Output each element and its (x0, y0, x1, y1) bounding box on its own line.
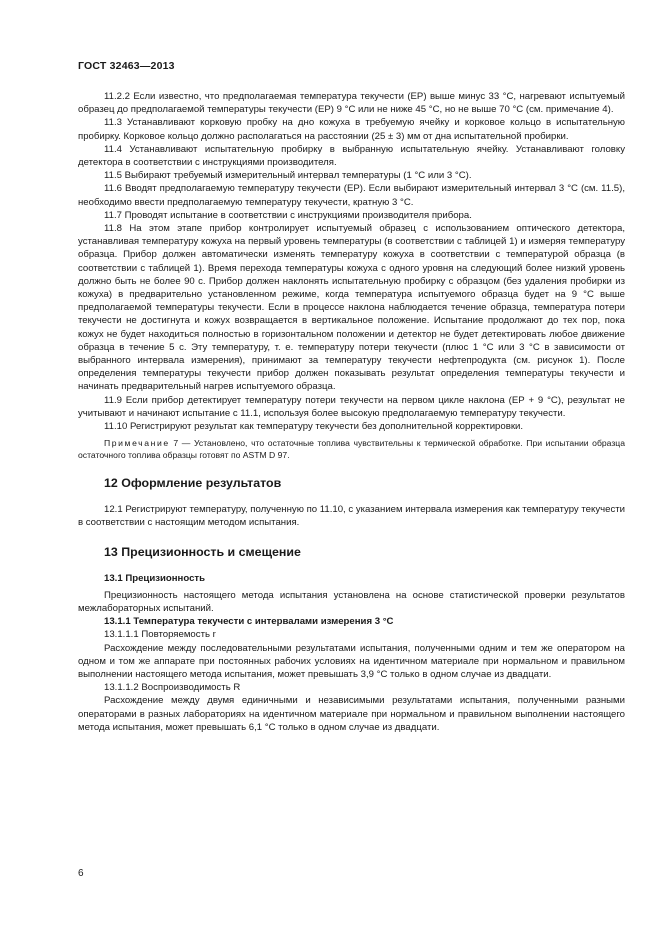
note-label: Примечание (104, 438, 170, 449)
paragraph-11-7: 11.7 Проводят испытание в соответствии с инструкциями производителя прибора. (104, 209, 472, 221)
paragraph-11-6: 11.6 Вводят предполагаемую температуру текучести (ЕР). Если выбирают измерительный интервал 3 °С (см. 11.5), необходимо ввести предполагаемую температуру текучести, кратную 3 °С. (78, 183, 625, 208)
document-code: ГОСТ 32463—2013 (78, 60, 175, 72)
paragraph-11-2-2: 11.2.2 Если известно, что предполагаемая температура текучести (ЕР) выше минус 33 °С, нагревают испытуемый образец до предполагаемой температуры текучести (ЕР) 9 °С или не ниже 45 °С, но не выше 70 °С (см. примечание 4). (78, 91, 625, 116)
paragraph-repeatability: Расхождение между последовательными результатами испытания, полученными одним и тем же оператором на одном и том же аппарате при постоянных рабочих условиях на идентичном материале при нормальном и правильном выполнении настоящего метода испытания, может превышать 3,9 °С только в одном случае из двадцати. (78, 642, 625, 680)
paragraph-11-4: 11.4 Устанавливают испытательную пробирку в выбранную испытательную ячейку. Устанавливают головку детектора в соответствии с инструкциями производителя. (78, 143, 625, 169)
paragraph-11-8: 11.8 На этом этапе прибор контролирует испытуемый образец с использованием оптического детектора, устанавливая температуру кожуха на первый уровень температуры (в соответствии с таблицей 1) и измеряя температуру образца. Прибор должен автоматически изменять температуру кожуха в соответствии с температурой образца (в соответствии с таблицей 1). Время перехода температуры кожуха с одного уровня на следующий более низкий уровень должно быть не более 90 с. Прибор должен наклонять испытательную пробирку с образцом (без удаления пробирки из кожуха) в предварительно установленном режиме, когда температура испытуемого образца будет на 9 °С выше предполагаемой температуры текучести. Если в процессе наклона наблюдается течение образца, температура потери текучести не достигнута и кожух возвращается в вертикальное положение. Испытание продолжают до тех пор, пока кожух не будет находиться полностью в горизонтальном положении и детектор не будет детектировать любое движение образца в течение 5 с. Эту температуру, т. е. температуру потери текучести (плюс 1 °С или 3 °С в зависимости от выбранного интервала измерения), принимают за температуру текучести нефтепродукта (см. рисунок 1). После определения температуры текучести прибор должен показывать результат определения температуры текучести и начинать предварительный нагрев испытуемого образца. (78, 223, 625, 393)
document-body (78, 90, 625, 734)
subsection-13-1-1-1-title: 13.1.1.1 Повторяемость r (104, 629, 216, 641)
paragraph-11-3: 11.3 Устанавливают корковую пробку на дно кожуха в требуемую ячейку и корковое кольцо в испытательную пробирку. Корковое кольцо должно располагаться на расстоянии (25 ± 3) мм от дна испытательной пробирки. (78, 117, 625, 142)
paragraph-13-1: Прецизионность настоящего метода испытания установлена на основе статистической проверки результатов межлабораторных испытаний. (78, 589, 625, 614)
section-12-title: 12 Оформление результатов (104, 476, 282, 491)
paragraph-11-5: 11.5 Выбирают требуемый измерительный интервал температуры (1 °С или 3 °С). (104, 170, 472, 182)
note-text: 7 — Установлено, что остаточные топлива чувствительны к термической обработке. При испытании образца остаточного топлива образцы готовят по ASTM D 97. (78, 438, 625, 461)
subsection-13-1-1-title: 13.1.1 Температура текучести с интервалами измерения 3 °С (104, 616, 394, 628)
paragraph-reproducibility: Расхождение между двумя единичными и независимыми результатами испытания, полученными разными операторами в разных лабораториях на идентичном материале при нормальном и правильном выполнении настоящего метода испытания, может превышать 6,1 °С только в одном случае из двадцати. (78, 695, 625, 733)
page-number: 6 (78, 868, 84, 879)
section-13-title: 13 Прецизионность и смещение (104, 544, 301, 559)
subsection-13-1-1-2-title: 13.1.1.2 Воспроизводимость R (104, 682, 241, 694)
paragraph-11-9: 11.9 Если прибор детектирует температуру потери текучести на первом цикле наклона (ЕР + 9 °С), результат не учитывают и начинают испытание с 11.1, используя более высокую предполагаемую температуру текучести. (78, 394, 625, 419)
paragraph-12-1: 12.1 Регистрируют температуру, полученную по 11.10, с указанием интервала измерения как температуру текучести в соответствии с настоящим методом испытания. (78, 504, 625, 529)
subsection-13-1-title: 13.1 Прецизионность (104, 572, 206, 584)
note-7 (78, 437, 625, 461)
paragraph-11-10: 11.10 Регистрируют результат как температуру текучести без дополнительной корректировки. (104, 421, 524, 433)
